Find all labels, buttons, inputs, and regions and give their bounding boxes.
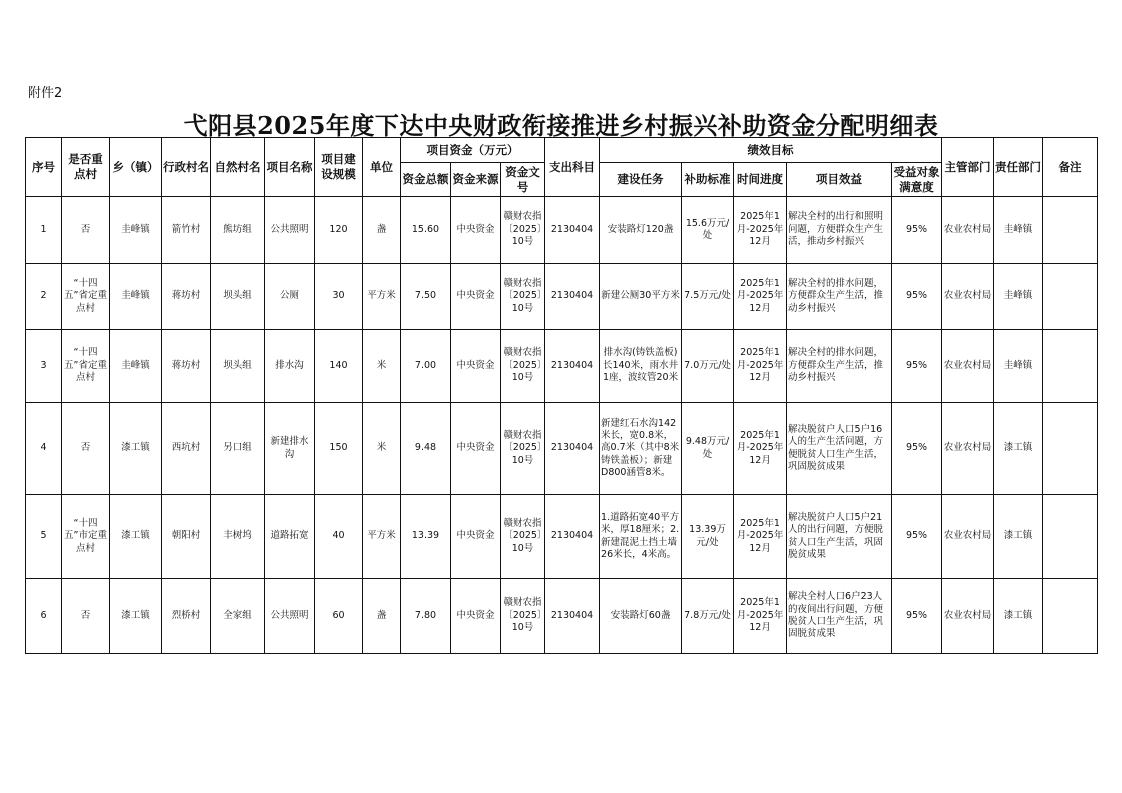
cell-remark (1043, 579, 1098, 654)
table-row (26, 403, 1098, 495)
cell-expense-item: 2130404 (545, 197, 600, 264)
cell-remark (1043, 403, 1098, 495)
header-performance-group: 绩效目标 (600, 138, 942, 163)
cell-seq: 3 (26, 330, 62, 403)
cell-expense-item: 2130404 (545, 264, 600, 330)
cell-satisfaction: 95% (892, 495, 942, 579)
header-task: 建设任务 (600, 163, 682, 197)
header-funds-group: 项目资金（万元） (401, 138, 545, 163)
cell-unit: 平方米 (363, 495, 401, 579)
cell-funds-doc: 赣财农指〔2025〕10号 (501, 264, 545, 330)
table-row (26, 330, 1098, 403)
cell-benefit: 解决全村的出行和照明问题，方便群众生产生活，推动乡村振兴 (787, 197, 892, 264)
cell-benefit: 解决全村的排水问题，方便群众生产生活，推动乡村振兴 (787, 330, 892, 403)
header-funds-total: 资金总额 (401, 163, 451, 197)
header-seq: 序号 (26, 138, 62, 197)
cell-dept: 农业农村局 (942, 330, 994, 403)
cell-seq: 4 (26, 403, 62, 495)
cell-project-name: 公共照明 (265, 579, 315, 654)
table-row (26, 197, 1098, 264)
header-township: 乡（镇） (110, 138, 162, 197)
cell-resp: 圭峰镇 (994, 330, 1043, 403)
cell-task: 新建红石水沟142米长，宽0.8米，高0.7米（其中8米铸铁盖板）；新建D800涵管8米。 (600, 403, 682, 495)
cell-benefit: 解决脱贫户人口5户16人的生产生活问题，方便脱贫人口生产生活，巩固脱贫成果 (787, 403, 892, 495)
cell-benefit: 解决全村的排水问题，方便群众生产生活，推动乡村振兴 (787, 264, 892, 330)
cell-key-village: 否 (62, 403, 110, 495)
table-row (26, 495, 1098, 579)
allocation-table (25, 137, 1098, 654)
cell-subsidy: 7.0万元/处 (682, 330, 734, 403)
cell-unit: 米 (363, 403, 401, 495)
cell-project-name: 公共照明 (265, 197, 315, 264)
header-dept: 主管部门 (942, 138, 994, 197)
cell-funds-doc: 赣财农指〔2025〕10号 (501, 330, 545, 403)
cell-key-village: 否 (62, 579, 110, 654)
cell-funds-source: 中央资金 (451, 330, 501, 403)
cell-scale: 40 (315, 495, 363, 579)
cell-subsidy: 13.39万元/处 (682, 495, 734, 579)
header-expense-item: 支出科目 (545, 138, 600, 197)
cell-township: 圭峰镇 (110, 197, 162, 264)
attachment-label: 附件2 (28, 86, 63, 101)
header-project-name: 项目名称 (265, 138, 315, 197)
cell-satisfaction: 95% (892, 264, 942, 330)
cell-expense-item: 2130404 (545, 330, 600, 403)
cell-funds-source: 中央资金 (451, 197, 501, 264)
cell-remark (1043, 330, 1098, 403)
cell-key-village: “十四五”市定重点村 (62, 495, 110, 579)
cell-dept: 农业农村局 (942, 403, 994, 495)
cell-township: 漆工镇 (110, 495, 162, 579)
page-title: 弋阳县2025年度下达中央财政衔接推进乡村振兴补助资金分配明细表 (183, 111, 939, 140)
cell-unit: 平方米 (363, 264, 401, 330)
cell-schedule: 2025年1月-2025年12月 (734, 579, 787, 654)
cell-funds-doc: 赣财农指〔2025〕10号 (501, 495, 545, 579)
header-satisfaction: 受益对象满意度 (892, 163, 942, 197)
cell-scale: 60 (315, 579, 363, 654)
table-row (26, 264, 1098, 330)
cell-natural-village: 熊坊组 (211, 197, 265, 264)
cell-task: 安装路灯120盏 (600, 197, 682, 264)
cell-admin-village: 烈桥村 (162, 579, 211, 654)
cell-funds-total: 7.00 (401, 330, 451, 403)
cell-key-village: 否 (62, 197, 110, 264)
cell-project-name: 排水沟 (265, 330, 315, 403)
cell-schedule: 2025年1月-2025年12月 (734, 403, 787, 495)
cell-benefit: 解决脱贫户人口5户21人的出行问题，方便脱贫人口生产生活，巩固脱贫成果 (787, 495, 892, 579)
cell-natural-village: 坝头组 (211, 264, 265, 330)
cell-unit: 米 (363, 330, 401, 403)
cell-satisfaction: 95% (892, 197, 942, 264)
cell-schedule: 2025年1月-2025年12月 (734, 197, 787, 264)
cell-funds-doc: 赣财农指〔2025〕10号 (501, 403, 545, 495)
cell-scale: 120 (315, 197, 363, 264)
cell-township: 圭峰镇 (110, 330, 162, 403)
cell-unit: 盏 (363, 579, 401, 654)
cell-funds-source: 中央资金 (451, 495, 501, 579)
cell-funds-total: 7.50 (401, 264, 451, 330)
cell-funds-total: 15.60 (401, 197, 451, 264)
cell-funds-source: 中央资金 (451, 403, 501, 495)
cell-project-name: 新建排水沟 (265, 403, 315, 495)
cell-resp: 漆工镇 (994, 579, 1043, 654)
cell-natural-village: 另口组 (211, 403, 265, 495)
cell-project-name: 道路拓宽 (265, 495, 315, 579)
cell-subsidy: 9.48万元/处 (682, 403, 734, 495)
cell-seq: 5 (26, 495, 62, 579)
cell-dept: 农业农村局 (942, 197, 994, 264)
cell-schedule: 2025年1月-2025年12月 (734, 264, 787, 330)
cell-scale: 150 (315, 403, 363, 495)
cell-resp: 漆工镇 (994, 495, 1043, 579)
cell-funds-source: 中央资金 (451, 264, 501, 330)
cell-resp: 圭峰镇 (994, 197, 1043, 264)
header-admin-village: 行政村名 (162, 138, 211, 197)
cell-task: 安装路灯60盏 (600, 579, 682, 654)
cell-funds-source: 中央资金 (451, 579, 501, 654)
cell-expense-item: 2130404 (545, 495, 600, 579)
cell-seq: 6 (26, 579, 62, 654)
cell-seq: 1 (26, 197, 62, 264)
cell-seq: 2 (26, 264, 62, 330)
header-scale: 项目建设规模 (315, 138, 363, 197)
cell-dept: 农业农村局 (942, 495, 994, 579)
cell-funds-total: 9.48 (401, 403, 451, 495)
cell-natural-village: 坝头组 (211, 330, 265, 403)
cell-task: 新建公厕30平方米 (600, 264, 682, 330)
cell-subsidy: 15.6万元/处 (682, 197, 734, 264)
cell-project-name: 公厕 (265, 264, 315, 330)
cell-satisfaction: 95% (892, 579, 942, 654)
cell-schedule: 2025年1月-2025年12月 (734, 495, 787, 579)
header-key-village: 是否重点村 (62, 138, 110, 197)
cell-admin-village: 蒋坊村 (162, 264, 211, 330)
cell-key-village: “十四五”省定重点村 (62, 330, 110, 403)
cell-expense-item: 2130404 (545, 403, 600, 495)
cell-benefit: 解决全村人口6户23人的夜间出行问题，方便脱贫人口生产生活，巩固脱贫成果 (787, 579, 892, 654)
cell-funds-doc: 赣财农指〔2025〕10号 (501, 197, 545, 264)
cell-remark (1043, 495, 1098, 579)
cell-key-village: “十四五”省定重点村 (62, 264, 110, 330)
cell-dept: 农业农村局 (942, 264, 994, 330)
cell-unit: 盏 (363, 197, 401, 264)
cell-task: 1.道路拓宽40平方米，厚18厘米；2.新建混泥土挡土墙26米长，4米高。 (600, 495, 682, 579)
cell-township: 漆工镇 (110, 579, 162, 654)
cell-satisfaction: 95% (892, 403, 942, 495)
cell-task: 排水沟(铸铁盖板)长140米，雨水井1座，波纹管20米 (600, 330, 682, 403)
header-subsidy: 补助标准 (682, 163, 734, 197)
cell-remark (1043, 197, 1098, 264)
cell-township: 漆工镇 (110, 403, 162, 495)
cell-natural-village: 全家组 (211, 579, 265, 654)
header-row-1 (26, 138, 1098, 163)
cell-admin-village: 西坑村 (162, 403, 211, 495)
header-unit: 单位 (363, 138, 401, 197)
cell-scale: 140 (315, 330, 363, 403)
cell-resp: 圭峰镇 (994, 264, 1043, 330)
cell-admin-village: 箭竹村 (162, 197, 211, 264)
header-funds-source: 资金来源 (451, 163, 501, 197)
cell-subsidy: 7.8万元/处 (682, 579, 734, 654)
header-natural-village: 自然村名 (211, 138, 265, 197)
cell-natural-village: 丰树坞 (211, 495, 265, 579)
cell-remark (1043, 264, 1098, 330)
cell-subsidy: 7.5万元/处 (682, 264, 734, 330)
cell-admin-village: 朝阳村 (162, 495, 211, 579)
header-remark: 备注 (1043, 138, 1098, 197)
table-row (26, 579, 1098, 654)
cell-schedule: 2025年1月-2025年12月 (734, 330, 787, 403)
cell-resp: 漆工镇 (994, 403, 1043, 495)
cell-expense-item: 2130404 (545, 579, 600, 654)
cell-scale: 30 (315, 264, 363, 330)
cell-funds-doc: 赣财农指〔2025〕10号 (501, 579, 545, 654)
cell-satisfaction: 95% (892, 330, 942, 403)
header-resp: 责任部门 (994, 138, 1043, 197)
header-funds-doc: 资金文号 (501, 163, 545, 197)
cell-admin-village: 蒋坊村 (162, 330, 211, 403)
cell-funds-total: 13.39 (401, 495, 451, 579)
header-benefit: 项目效益 (787, 163, 892, 197)
cell-township: 圭峰镇 (110, 264, 162, 330)
cell-funds-total: 7.80 (401, 579, 451, 654)
header-schedule: 时间进度 (734, 163, 787, 197)
cell-dept: 农业农村局 (942, 579, 994, 654)
